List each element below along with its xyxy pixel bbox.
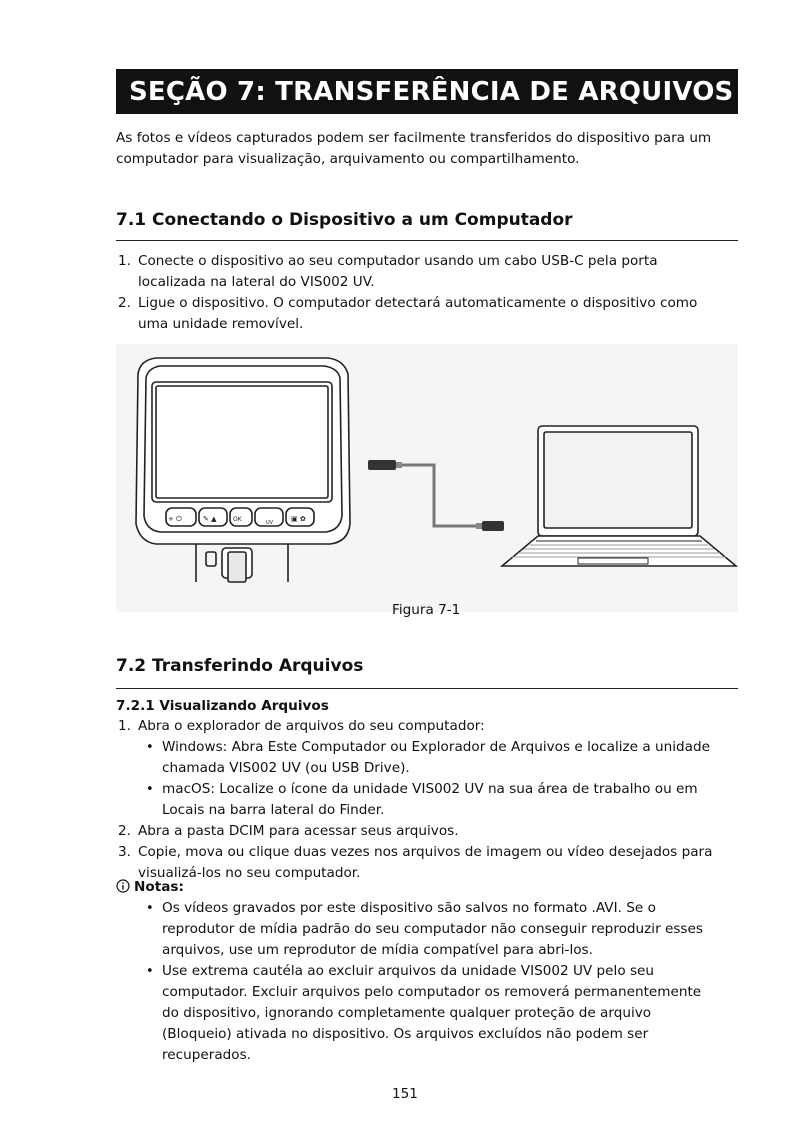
button-icon-label: ▣ ✿ [291,515,306,523]
bullet-dot: • [146,740,154,755]
intro-paragraph [116,128,756,170]
list-item-3-cont: visualizá-los no seu computador. [138,865,361,881]
device-ok-label: OK [233,516,242,523]
note-1-cont: arquivos, use um reprodutor de mídia compatível para abri-los. [162,942,593,958]
bullet-text: Windows: Abra Este Computador ou Explorador de Arquivos e localize a unidade [162,739,710,755]
heading-rule-7-2 [116,688,738,689]
bullet-text: Os vídeos gravados por este dispositivo são salvos no formato .AVI. Se o [162,900,656,916]
info-icon [116,879,134,893]
note-2 [116,961,703,982]
list-text: Abra o explorador de arquivos do seu computador: [138,718,485,734]
list-number: 2. [118,823,131,839]
note-1 [116,898,703,919]
intro-line-2: computador para visualização, arquivamento ou compartilhamento. [116,151,580,167]
list-item-2 [118,821,712,842]
page-number: 151 [392,1086,418,1102]
notes-heading [116,877,703,898]
button-icon-label: + ⏻ [168,515,182,523]
bullet-dot: • [146,901,154,916]
section-banner [116,69,738,114]
button-icon-label: ✎ ▲ [203,515,217,523]
bullet-windows-cont: chamada VIS002 UV (ou USB Drive). [162,760,410,776]
inspection-device [136,358,350,582]
list-text: Conecte o dispositivo ao seu computador usando um cabo USB-C pela porta [138,253,658,269]
list-text: Ligue o dispositivo. O computador detectará automaticamente o dispositivo como [138,295,698,311]
list-item-1-cont: localizada na lateral do VIS002 UV. [138,274,375,290]
section-title: SEÇÃO 7: TRANSFERÊNCIA DE ARQUIVOS [129,77,734,107]
figure-7-1 [116,344,738,612]
note-2-cont: do dispositivo, ignorando completamente qualquer proteção de arquivo [162,1005,652,1021]
list-number: 1. [118,718,131,734]
list-item-2 [118,293,697,314]
bullet-dot: • [146,782,154,797]
notes-label: Notas: [134,879,184,895]
figure-caption: Figura 7-1 [392,602,461,618]
laptop [502,426,736,566]
list-number: 3. [118,844,131,860]
list-7-2-1 [118,716,712,884]
list-7-1 [118,251,697,335]
usb-cable [368,460,504,531]
heading-7-1: 7.1 Conectando o Dispositivo a um Computador [116,210,573,230]
bullet-windows [118,737,712,758]
bullet-dot: • [146,964,154,979]
bullet-text: Use extrema cautéla ao excluir arquivos da unidade VIS002 UV pelo seu [162,963,655,979]
list-item-1 [118,251,697,272]
notes-block [116,877,703,1066]
subheading-7-2-1: 7.2.1 Visualizando Arquivos [116,698,329,714]
device-laptop-illustration [116,344,738,612]
note-2-cont: (Bloqueio) ativada no dispositivo. Os arquivos excluídos não podem ser [162,1026,649,1042]
note-2-cont: computador. Excluir arquivos pelo computador os removerá permanentemente [162,984,702,1000]
list-number: 1. [118,253,131,269]
intro-line-1: As fotos e vídeos capturados podem ser facilmente transferidos do dispositivo para um [116,130,712,146]
bullet-macos [118,779,712,800]
device-uv-label: UV [266,520,274,526]
bullet-text: macOS: Localize o ícone da unidade VIS002 UV na sua área de trabalho ou em [162,781,698,797]
list-item-2-cont: uma unidade removível. [138,316,304,332]
list-number: 2. [118,295,131,311]
list-item-3 [118,842,712,863]
list-text: Copie, mova ou clique duas vezes nos arquivos de imagem ou vídeo desejados para [138,844,713,860]
bullet-macos-cont: Locais na barra lateral do Finder. [162,802,385,818]
heading-7-2: 7.2 Transferindo Arquivos [116,656,364,676]
note-2-cont: recuperados. [162,1047,252,1063]
heading-rule-7-1 [116,240,738,241]
list-item-1 [118,716,712,737]
note-1-cont: reprodutor de mídia padrão do seu computador não conseguir reproduzir esses [162,921,703,937]
list-text: Abra a pasta DCIM para acessar seus arquivos. [138,823,459,839]
